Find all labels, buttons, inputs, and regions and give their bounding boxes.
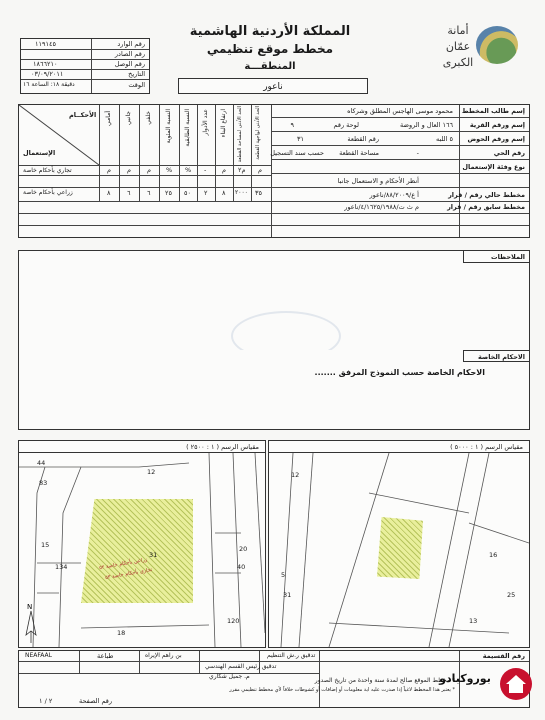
rule-value-5: ٢ (204, 189, 208, 197)
info-table (18, 104, 530, 238)
kingdom-title: المملكة الأردنية الهاشمية (189, 24, 351, 39)
brand-name: بوروكبادو (439, 672, 491, 685)
right-parcel-5: 5 (281, 571, 286, 579)
svg-text:N: N (27, 603, 33, 611)
plot-value: ٣١ (297, 135, 304, 143)
rule-unit-8: م (258, 166, 263, 174)
footer-col5b: م. جميل شكاري (209, 673, 250, 680)
rule-value-2: ٦ (147, 189, 151, 197)
special-label: الاحكام الخاصة (477, 353, 525, 361)
applicant-value: محمود موسى الهاجس المطلق وشركاه (347, 107, 453, 115)
incoming-value: ١١٩١٤٥ (35, 40, 56, 48)
rule-header-0: أمامي (105, 111, 112, 126)
footer-col3: بن راهم الإيراه (145, 652, 182, 659)
previous-plan-value: م ث ت/٤/١٦٢٥/١٩٨٨/ناعور (344, 203, 419, 211)
right-parcel-13: 13 (469, 617, 478, 625)
time-value: دقيقة ١٨: الساعة ١٦ (23, 81, 75, 88)
region-label: المنطقـــة (244, 61, 296, 72)
incoming-label: رقم الوارد (117, 40, 145, 48)
village-label: إسم ورقم القرية (469, 121, 525, 129)
rule-value-3: ٢٥ (165, 189, 172, 197)
rule-value-7: ٢٠٠٠ (235, 189, 248, 196)
rule-unit-7: م٢ (238, 166, 246, 174)
right-parcel-31: 31 (283, 591, 292, 599)
parcel-label-12: 12 (147, 468, 156, 476)
brand-home-icon (500, 668, 532, 700)
rule-row-usage-2: زراعي بأحكام خاصة (23, 189, 73, 196)
rule-header-8: الحد الأدنى لواجهة القطعة (255, 106, 261, 160)
zone-label-2: تجاري بأحكام خاصة ٥٣ (104, 566, 153, 582)
logo-line-1: أمانة (447, 24, 469, 37)
brand-watermark (430, 650, 540, 710)
area-value: حسب سند التسجيل (270, 149, 324, 157)
rule-row-usage: تجاري بأحكام خاصة (23, 167, 72, 174)
special-box (18, 350, 530, 430)
outgoing-label: رقم الصادر (114, 50, 145, 58)
parcel-label-134: 134 (55, 563, 68, 571)
basin-value: ٥ اللبه (436, 135, 453, 143)
zone-label-1: زراعي بأحكام خاصة ٥٢ (98, 556, 148, 572)
rule-header-6: ارتفاع البناء (220, 109, 227, 138)
rule-value-4: ٥٠ (184, 189, 191, 197)
plot-label: رقم القطعة (347, 135, 379, 143)
region-value: ناعور (263, 82, 283, 92)
rule-header-3: النسبة المئوية (165, 109, 172, 144)
current-plan-value: أ ع/٨٨/٢٠٠٩/ناعور (369, 191, 419, 199)
right-parcel-16: 16 (489, 551, 498, 559)
parcel-label-18: 18 (117, 629, 126, 637)
usage-label: نوع وفئة الإستعمال (462, 163, 525, 171)
scale-right: مقياس الرسم ( ١ : ٥٠٠٠ ) (450, 443, 523, 451)
basin-label: إسم ورقم الحوض (467, 135, 525, 143)
notes-label: الملاحظات (491, 253, 525, 261)
rule-value-0: ٨ (107, 189, 111, 197)
board-label: لوحة رقم (333, 121, 359, 129)
rule-unit-1: م (127, 166, 132, 174)
rule-value-8: ٣٥ (255, 189, 262, 197)
map-right[interactable] (268, 440, 530, 648)
rule-value-1: ٦ (127, 189, 131, 197)
area-label: مساحة القطعة (339, 149, 379, 157)
village-value: ١٦٦ العال و الروضة (400, 121, 453, 129)
usage-value: أنظر الأحكام و الاستعمال جانبا (337, 177, 419, 185)
meta-box (20, 38, 150, 94)
rule-header-4: النسبة الطابقية (184, 109, 191, 147)
scale-right-bar (269, 441, 529, 453)
logo-hills-icon (476, 26, 518, 64)
header (0, 0, 545, 100)
rule-header-5: عدد الأدوار (202, 109, 209, 136)
rules-usage-col: الإستعمال (23, 149, 56, 157)
footer-col4: تدقيق ر.ش التنظيم (267, 652, 316, 659)
right-parcel-25: 25 (507, 591, 516, 599)
parcel-label-83: 83 (39, 479, 48, 487)
parcel-label-44: 44 (37, 459, 46, 467)
notes-box (18, 250, 530, 362)
rule-unit-0: م (107, 166, 112, 174)
document-title: مخطط موقع تنظيمي (206, 42, 334, 56)
special-text: الاحكام الخاصة حسب النموذج المرفق ....... (314, 368, 485, 377)
parcel-label-40: 40 (237, 563, 246, 571)
footer-note-1: * مخطط الموقع صالح لمدة سنة واحدة من تاريخ الصدور (314, 677, 455, 684)
rule-unit-3: % (166, 166, 173, 174)
region-box (178, 78, 368, 94)
footer-page-value: ٢ / ١ (39, 697, 53, 705)
plot-31-highlight[interactable] (81, 499, 193, 603)
previous-plan-label: مخطط سابق رقم / قرار (447, 203, 525, 211)
footer-stamp-label: رقم القسيمة (482, 652, 525, 660)
date-value: ٠٣/٠٩/٢٠١١ (31, 70, 64, 78)
rule-header-2: خلفي (145, 111, 152, 125)
rules-grid (19, 105, 271, 201)
rule-value-6: ٨ (222, 189, 226, 197)
footer-col2: طباعة (97, 652, 114, 660)
parcel-label-15: 15 (41, 541, 50, 549)
special-label-box (463, 350, 529, 362)
parcel-label-120: 120 (227, 617, 240, 625)
parcel-label-31: 31 (149, 551, 158, 559)
notes-label-box (463, 251, 529, 263)
north-arrow-icon (23, 601, 39, 645)
current-plan-label: مخطط حالي رقم / قرار (448, 191, 525, 199)
rule-header-1: جانبي (125, 111, 132, 126)
rule-unit-5: - (204, 166, 207, 174)
plot-31-highlight-small[interactable] (377, 517, 423, 579)
rule-unit-2: م (147, 166, 152, 174)
right-parcel-12: 12 (291, 471, 300, 479)
parcel-label-20: 20 (239, 545, 248, 553)
rules-title: الأحكــام (69, 111, 97, 119)
footer-note-2: * يعتبر هذا المخطط لاغياً إذا صدرت عليه اية معلومات أو إضافات أو كشوطات خلافاً لأي مخطط تنظيمي مقرر (229, 687, 455, 693)
rule-unit-6: م (222, 166, 227, 174)
rule-header-7: الحد الأدنى لمساحة القطعة (237, 106, 243, 163)
map-left[interactable] (18, 440, 266, 648)
receipt-value: ١٨٦٦٢١٠ (33, 60, 58, 68)
time-label: الوقت (128, 81, 145, 89)
receipt-label: رقم الوصل (114, 60, 145, 68)
footer-col1: NEAFAAL (25, 652, 53, 659)
logo-line-3: الكبرى (442, 56, 474, 69)
scale-left-bar (19, 441, 265, 453)
amman-logo (440, 18, 520, 78)
footer-page-label: رقم الصفحة (79, 697, 113, 705)
logo-line-2: عمّان (445, 40, 471, 53)
rule-unit-4: % (185, 166, 192, 174)
district-label: رقم الحي (493, 149, 525, 157)
footer-col5: تدقيق رئيس القسم الهندسي (205, 663, 277, 670)
scale-left: مقياس الرسم ( ١ : ٢٥٠٠ ) (186, 443, 259, 451)
date-label: التاريخ (128, 70, 145, 78)
board-value: ٩ (290, 121, 294, 129)
applicant-label: إسم طالب المخطط (461, 107, 525, 115)
district-value: - (416, 149, 419, 157)
